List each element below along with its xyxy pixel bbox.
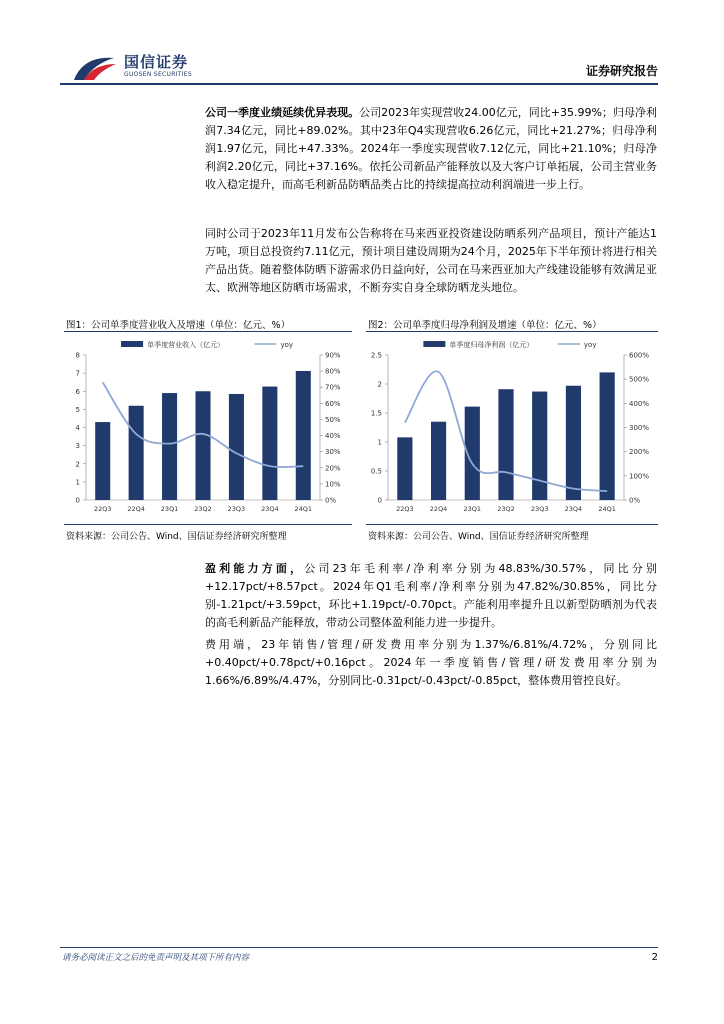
- legend-line-label: yoy: [583, 341, 597, 349]
- header-divider: [60, 83, 658, 85]
- footer-disclaimer: 请务必阅读正文之后的免责声明及其项下所有内容: [62, 953, 250, 963]
- x-tick-label: 23Q3: [227, 505, 246, 513]
- bar: [129, 406, 144, 500]
- left-axis-label: 0: [377, 496, 382, 505]
- right-axis-label: 200%: [629, 448, 650, 457]
- right-axis-label: 50%: [325, 415, 341, 424]
- figure-2-top-rule: [366, 331, 658, 332]
- x-tick-label: 24Q1: [598, 505, 616, 513]
- right-axis-label: 300%: [629, 424, 650, 432]
- right-axis-label: 0%: [629, 496, 641, 505]
- left-axis-label: 4: [75, 424, 80, 432]
- right-axis-label: 40%: [325, 432, 341, 441]
- left-axis-label: 0.5: [370, 467, 382, 476]
- x-tick-label: 23Q2: [497, 505, 515, 513]
- bar: [532, 392, 547, 500]
- x-tick-label: 23Q1: [160, 505, 179, 513]
- bar: [195, 391, 210, 500]
- left-axis-label: 1.5: [370, 409, 382, 418]
- brand-name-cn: 国信证券: [124, 53, 189, 71]
- left-axis-label: 2: [377, 380, 382, 389]
- x-tick-label: 22Q4: [127, 505, 145, 513]
- right-axis-label: 10%: [325, 480, 341, 489]
- right-axis-label: 90%: [325, 351, 341, 360]
- left-axis-label: 0: [75, 496, 80, 505]
- x-tick-label: 24Q1: [294, 505, 313, 513]
- bar: [162, 393, 177, 500]
- report-type-label: 证券研究报告: [585, 64, 658, 78]
- right-axis-label: 30%: [325, 448, 341, 457]
- paragraph-malaysia-project: 同时公司于2023年11月发布公告称将在马来西亚投资建设防晒系列产品项目，预计产能达1万吨，项目总投资约7.11亿元，预计项目建设周期为24个月，2025年下半年预计将进行相关产品出货。随着整体防晒下游需求仍日益向好，公司在马来西亚加大产线建设能够有效满足亚太、欧洲等地区防晒市场需求，不断夯实自身全球防晒龙头地位。: [205, 227, 657, 294]
- guosen-logo-icon: [70, 52, 120, 84]
- figure-1-source: 资料来源：公司公告、Wind、国信证券经济研究所整理: [66, 532, 287, 542]
- paragraph-body: 公司2023年实现营收24.00亿元，同比+35.99%；归母净利润7.34亿元，同比+89.02%。其中23年Q4实现营收6.26亿元，同比+21.27%；归母净利润1.97亿元，同比+47.33%。2024年一季度实现营收7.12亿元，同比+21.10%；归母净利润2.20亿元，同比+37.16%。依托公司新品产能释放以及大客户订单拓展，公司主营业务收入稳定提升，而高毛利新品防晒品类占比的持续提高拉动利润端进一步上行。: [205, 106, 657, 191]
- paragraph-profitability: [205, 560, 657, 632]
- left-axis-label: 1: [377, 438, 382, 447]
- paragraph-expenses: 费用端，23年销售/管理/研发费用率分别为1.37%/6.81%/4.72%，分别同比+0.40pct/+0.78pct/+0.16pct。2024年一季度销售/管理/研发费用率分别为1.66%/6.89%/4.47%，分别同比-0.31pct/-0.43pct/-0.85pct，整体费用管控良好。: [205, 638, 657, 687]
- bar: [296, 371, 311, 500]
- x-tick-label: 22Q3: [93, 505, 112, 513]
- footer-divider: [60, 947, 658, 948]
- right-axis-label: 500%: [629, 375, 650, 384]
- bar: [498, 389, 513, 500]
- paragraph-q1-performance: [205, 104, 657, 194]
- figure-2-source: 资料来源：公司公告、Wind、国信证券经济研究所整理: [368, 532, 589, 542]
- legend-bar-swatch: [423, 341, 445, 347]
- revenue-chart: [64, 336, 352, 522]
- right-axis-label: 70%: [325, 383, 341, 392]
- figure-1-title: 图1：公司单季度营业收入及增速（单位：亿元、%）: [66, 320, 291, 331]
- right-axis-label: 100%: [629, 472, 650, 481]
- left-axis-label: 7: [75, 369, 80, 378]
- right-axis-label: 80%: [325, 367, 341, 376]
- x-tick-label: 22Q4: [429, 505, 448, 513]
- bar: [397, 437, 412, 500]
- right-axis-label: 600%: [629, 351, 650, 360]
- left-axis-label: 2.5: [370, 351, 382, 360]
- paragraph-body: 公司23年毛利率/净利率分别为48.83%/30.57%，同比分别+12.17pct/+8.57pct。2024年Q1毛利率/净利率分别为47.82%/30.85%，同比分别-1.21pct/+3.59pct，环比+1.19pct/-0.70pct。产能利用率提升且以新型防晒剂为代表的高毛利新品产能释放，带动公司整体盈利能力进一步提升。: [205, 562, 657, 629]
- legend-bar-swatch: [121, 341, 143, 347]
- page-number: 2: [651, 952, 658, 963]
- x-tick-label: 23Q2: [194, 505, 212, 513]
- figure-2-title: 图2：公司单季度归母净利润及增速（单位：亿元、%）: [368, 320, 602, 331]
- legend-bar-label: 单季度归母净利润（亿元）: [449, 341, 534, 349]
- left-axis-label: 8: [75, 351, 80, 360]
- left-axis-label: 2: [75, 460, 80, 469]
- bar: [262, 387, 277, 500]
- figure-2-bottom-rule: [366, 524, 658, 525]
- x-tick-label: 22Q3: [396, 505, 414, 513]
- right-axis-label: 60%: [325, 399, 341, 408]
- left-axis-label: 5: [75, 405, 80, 414]
- net-profit-chart: [366, 336, 658, 522]
- bar: [566, 386, 581, 500]
- left-axis-label: 3: [75, 442, 80, 451]
- brand-name-en: GUOSEN SECURITIES: [124, 71, 193, 78]
- figure-1-top-rule: [64, 331, 352, 332]
- paragraph-lead: 公司一季度业绩延续优异表现。: [205, 106, 360, 119]
- right-axis-label: 20%: [325, 464, 341, 473]
- x-tick-label: 23Q4: [564, 505, 583, 513]
- right-axis-label: 0%: [325, 496, 337, 505]
- paragraph-lead: 盈利能力方面，: [205, 562, 305, 575]
- x-tick-label: 23Q4: [261, 505, 279, 513]
- bar: [431, 422, 446, 500]
- figure-1-bottom-rule: [64, 524, 352, 525]
- x-tick-label: 23Q1: [463, 505, 482, 513]
- bar: [229, 394, 244, 500]
- bar: [95, 422, 110, 500]
- bar: [600, 372, 615, 500]
- right-axis-label: 400%: [629, 399, 650, 408]
- left-axis-label: 6: [75, 387, 80, 396]
- legend-bar-label: 单季度营业收入（亿元）: [147, 341, 225, 349]
- left-axis-label: 1: [75, 478, 80, 487]
- x-tick-label: 23Q3: [530, 505, 549, 513]
- legend-line-label: yoy: [280, 341, 294, 349]
